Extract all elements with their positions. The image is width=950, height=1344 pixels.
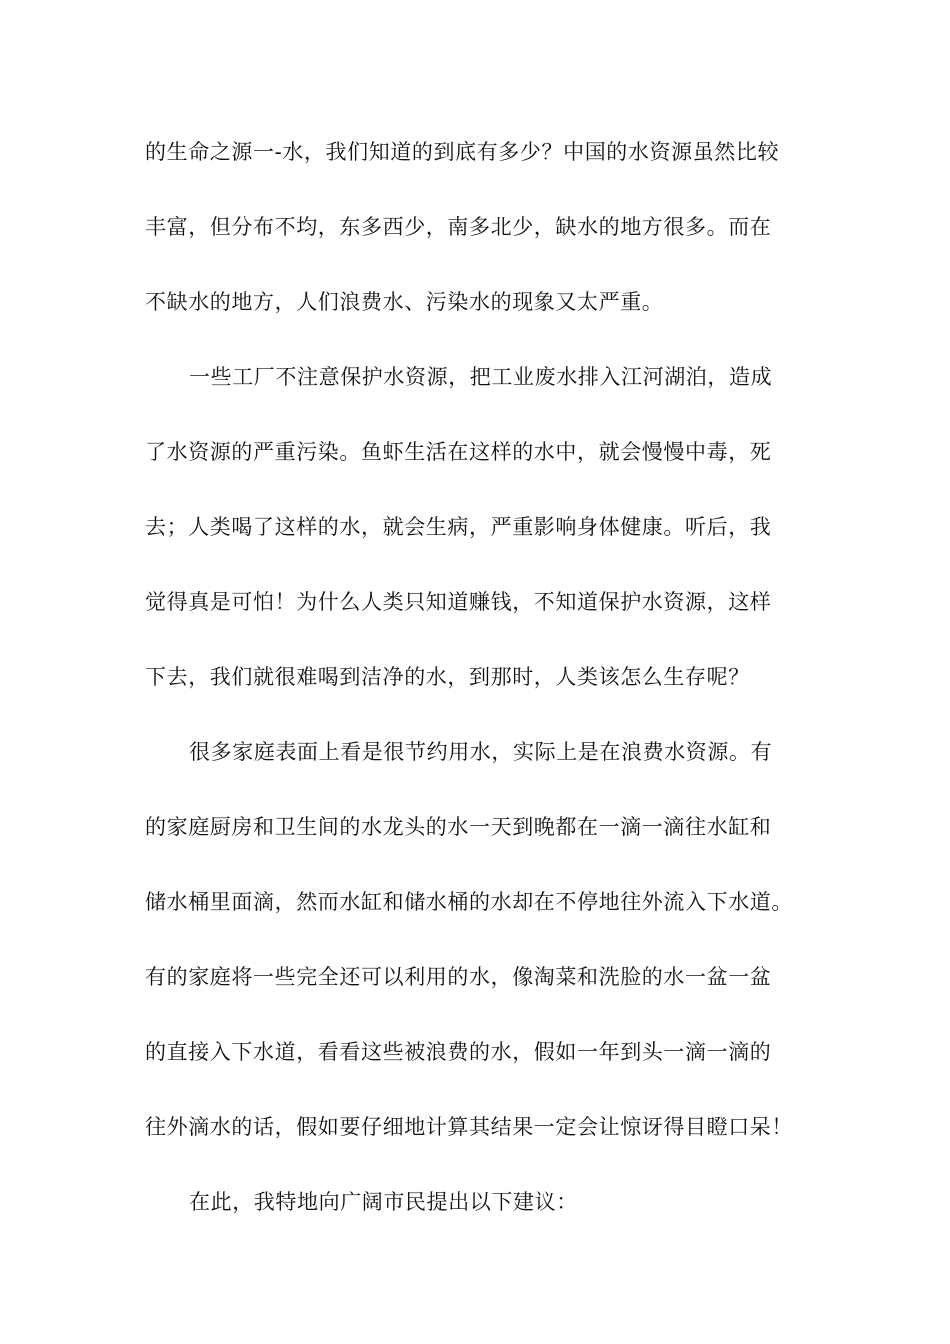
text-line: 的生命之源一-水，我们知道的到底有多少？中国的水资源虽然比较: [145, 140, 780, 164]
text-line: 觉得真是可怕！为什么人类只知道赚钱，不知道保护水资源，这样: [145, 590, 772, 614]
paragraph-first-line: 一些工厂不注意保护水资源，把工业废水排入江河湖泊，造成: [189, 365, 773, 389]
text-line: 储水桶里面滴，然而水缸和储水桶的水却在不停地往外流入下水道。: [145, 890, 793, 914]
text-line: 下去，我们就很难喝到洁净的水，到那时，人类该怎么生存呢？: [145, 665, 750, 689]
text-line: 有的家庭将一些完全还可以利用的水，像淘菜和洗脸的水一盆一盆: [145, 965, 772, 989]
paragraph-first-line: 很多家庭表面上看是很节约用水，实际上是在浪费水资源。有: [189, 740, 773, 764]
text-line: 的直接入下水道，看看这些被浪费的水，假如一年到头一滴一滴的: [145, 1040, 772, 1064]
text-line: 了水资源的严重污染。鱼虾生活在这样的水中，就会慢慢中毒，死: [145, 440, 772, 464]
text-line: 的家庭厨房和卫生间的水龙头的水一天到晚都在一滴一滴往水缸和: [145, 815, 772, 839]
text-line: 去；人类喝了这样的水，就会生病，严重影响身体健康。听后，我: [145, 515, 772, 539]
text-line: 丰富，但分布不均，东多西少，南多北少，缺水的地方很多。而在: [145, 215, 772, 239]
text-line: 往外滴水的话，假如要仔细地计算其结果一定会让惊讶得目瞪口呆！: [145, 1115, 793, 1139]
text-line: 不缺水的地方，人们浪费水、污染水的现象又太严重。: [145, 290, 664, 314]
paragraph-first-line: 在此，我特地向广阔市民提出以下建议：: [189, 1190, 578, 1214]
